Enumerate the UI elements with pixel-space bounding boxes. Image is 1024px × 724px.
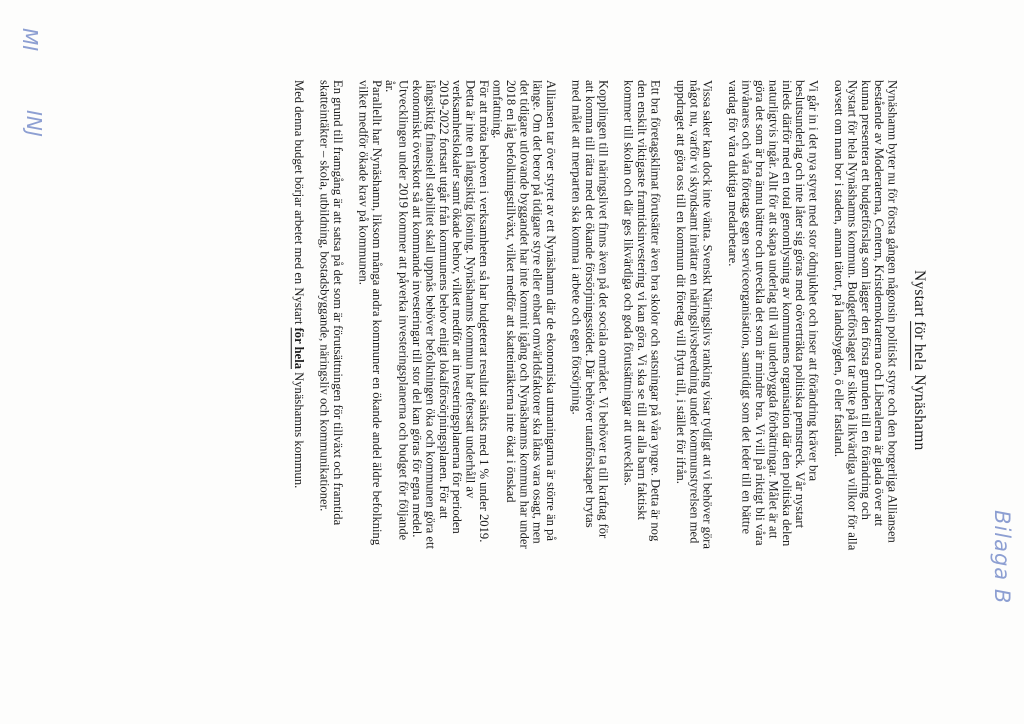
text-line: vardag för våra duktiga medarbetare. — [726, 80, 741, 267]
text-line: Vissa saker kan dock inte vänta. Svenskt Näringslivs ranking visar tydligt att vi behöver göra — [700, 80, 715, 549]
text-line: Detta är inte en långsiktig lösning. Nynäshamns kommun har eftersatt underhåll av — [463, 80, 478, 499]
text-line: Nystart för hela Nynäshamns kommun. Budgetförslaget tar sikte på likvärdiga villkor för alla — [845, 80, 860, 551]
paragraph — [832, 80, 899, 640]
text-line: naturligtvis ingår. Allt för att skapa underlag till väl underbyggda förbättringar. Målet är att — [766, 80, 781, 539]
text-line: omfattning. — [490, 80, 505, 139]
text-line: Parallellt har Nynäshamn, liksom många andra kommuner en ökande andel äldre befolkning — [369, 80, 384, 546]
paragraph — [674, 80, 714, 640]
text-line: det tidigare utlovande byggandet har inte kommit igång och Nynäshamns kommun har under — [517, 80, 532, 549]
handwritten-initials-2: INJ — [22, 110, 46, 137]
text-line: ekonomiskt överskott så att kommande investeringar till stor del kan göras för egna medel. — [410, 80, 424, 538]
text-line: med målet att merparten ska komma i arbete och egen försörjning. — [569, 80, 584, 415]
document-body — [110, 80, 926, 640]
text-line: den enskilt viktigaste framtidsinvestering vi kan göra. Vi ska se till att alla barn faktiskt — [635, 80, 650, 521]
text-line: uppdraget att göra oss till en kommun dit företag vill flytta till, i stället för ifrån. — [673, 80, 688, 484]
handwritten-initials: MI — [18, 28, 42, 52]
closing-paragraph: Med denna budget börjar arbetet med en Nystart för hela Nynäshamns kommun. — [292, 80, 307, 489]
paragraph — [569, 80, 609, 640]
text-line: något nu, varför vi skyndsamt inrättar en näringslivsberedning under kommunstyrelsen med — [687, 80, 702, 544]
text-line: oavsett om man bor i staden, annan tätort, på landsbygden, ö eller fastland. — [831, 80, 846, 458]
text-line: kunna presentera ett budgetförslag som lägger den första grunden till en förändring och — [858, 80, 873, 520]
text-line: kommer till skolan och där ges likvärdiga och goda förutsättningar att utvecklas. — [621, 80, 636, 486]
text-line: En grund till framgång är att satsa på det som är förutsättningen för tillväxt och framtida — [330, 80, 345, 526]
text-line: Kopplingen till näringslivet finns även på det sociala området. Vi behöver ta till kraftag för — [596, 80, 611, 539]
text-line: inleds därför med en total genomlysning av kommunens organisation där den politiska delen — [779, 80, 794, 547]
text-line: För att möta behoven i verksamheten så har budgeterat resultat sänkts med 1 % under 2019. — [477, 80, 492, 543]
handwritten-annex-label: Bilaga B — [990, 510, 1014, 605]
text-line: Utvecklingen under 2019 kommer att påverka investeringsplanerna och budget för följande — [396, 80, 411, 541]
document-title: Nystart för hela Nynäshamn — [911, 270, 928, 451]
text-line: 2018 en låg befolkningstillväxt, vilket medför att skatteintäkterna inte ökat i önskad — [503, 80, 518, 503]
text-line: vilket medför ökade krav på kommunen. — [356, 80, 371, 285]
text-line: bestående av Moderaterna, Centern, Kristdemokraterna och Liberalerna är glada över att — [872, 80, 887, 527]
paragraph — [621, 80, 661, 640]
text-line: att komma till rätta med det ökande försörjningsstödet. Där behöver utanförskapet brytas — [582, 80, 597, 528]
paragraph — [317, 80, 344, 640]
text-line: Ett bra företagsklimat förutsätter även bra skolor och satsningar på våra yngre. Detta är nog — [648, 80, 663, 542]
text-line: långsiktig finansiell stabilitet skall uppnås behöver befolkningen öka och kommunen göra ett — [423, 80, 438, 550]
text-line: år. — [383, 80, 398, 93]
text-line: 2019-2022 fortsatt utgår från kommunens behov enligt lokalförsörjningsplanen. För att — [436, 80, 451, 519]
paragraph — [726, 80, 820, 640]
text-line: göra det som är bra ännu bättre och utveckla det som är mindre bra. Vi vill på riktigt bli våra — [752, 80, 767, 546]
text-line: beslutsunderlag och inte låter sig göras med oöverträkta politiska pennstreck. Vår nystart — [793, 80, 808, 529]
text-line: länge. Om det beror på tidigare styre eller enbart omvärldsfaktorer ska låtas vara osagt, men — [530, 80, 545, 544]
text-line: Nynäshamn byter nu för första gången någonsin politiskt styre och den borgerliga Alliansen — [885, 80, 900, 543]
paragraph — [356, 80, 557, 640]
text-line: Alliansen tar över styret av ett Nynäshamn där de ekonomiska utmaningarna är större än på — [544, 80, 559, 541]
text-line: skatteintäkter – skola, utbildning, bostadsbyggande, näringsliv och kommunikationer. — [317, 80, 332, 512]
text-line: Vi går in i det nya styret med stor ödmjukhet och inser att förändring kräver bra — [806, 80, 821, 482]
text-line: invånares och våra företags egen serviceorganisation, samtidigt som det leder till en bättre — [739, 80, 754, 535]
text-line: verksamhetslokaler samt ökade behov, vilket medför att investeringsplanerna för perioden — [450, 80, 465, 534]
